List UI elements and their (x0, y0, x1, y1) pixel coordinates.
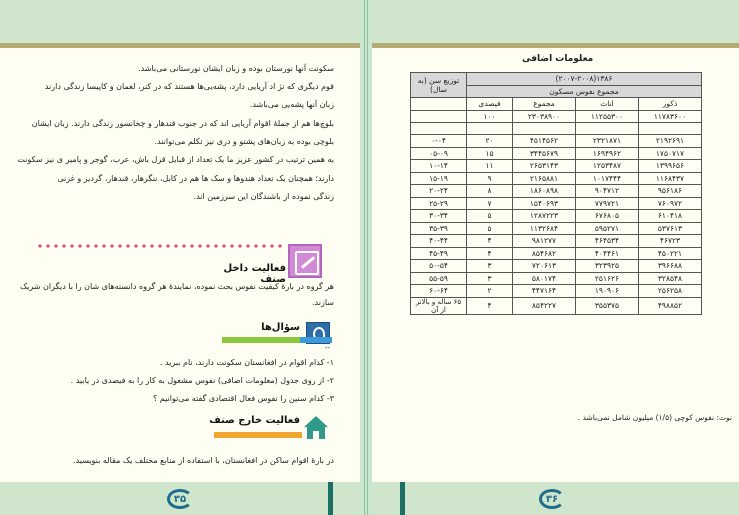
percent-cell: ۳ (467, 260, 513, 273)
total-cell: ۳۴۴۵۶۷۹ (513, 147, 576, 160)
percent-cell: ۸ (467, 185, 513, 198)
total-cell: ۱۵۴۰۶۹۳ (513, 197, 576, 210)
male-cell: ۱۱۷۸۳۶۰۰ (639, 110, 702, 123)
heading-underline-accent (300, 337, 332, 343)
female-cell: ۱۶۹۴۹۶۲ (576, 147, 639, 160)
col-header-female: اناث (576, 98, 639, 111)
outside-activity-title: فعالیت خارج صنف (209, 415, 300, 426)
total-cell: ۴۵۱۴۵۶۲ (513, 135, 576, 148)
percent-cell: ۴ (467, 297, 513, 314)
age-cell: ۲۰-۲۴ (411, 185, 467, 198)
questions-title: سؤال‌ها (261, 322, 300, 333)
female-cell: ۳۵۵۳۷۵ (576, 297, 639, 314)
female-cell: ۱۱۲۵۵۳۰۰ (576, 110, 639, 123)
page-number-text: ۳۶ (545, 493, 559, 505)
paragraph-line: بلوچ‌ها هم از جملهٔ اقوام آریایی اند که در جنوب قندهار و چخانسور زندگی دارند. زبان ایشان (31, 119, 334, 128)
total-cell: ۸۵۴۲۲۷ (513, 297, 576, 314)
paragraph-line: سکونت آنها نورستان بوده و زبان ایشان نورستانی می‌باشد. (138, 64, 334, 73)
age-cell: ۰۵-۰۹ (411, 147, 467, 160)
table-row (411, 123, 702, 135)
age-cell: ۴۰-۴۴ (411, 235, 467, 248)
male-cell: ۲۱۹۲۶۹۱ (639, 135, 702, 148)
male-cell: ۱۱۶۸۴۳۷ (639, 172, 702, 185)
house-icon (304, 416, 328, 440)
pencil-paper-icon (288, 244, 322, 278)
male-cell: ۵۳۷۶۱۳ (639, 222, 702, 235)
period-cell: ۱۳۸۶(۲۰۰۷-۲۰۰۸) (467, 73, 702, 86)
age-cell: ۳۰-۳۴ (411, 210, 467, 223)
question-item: ۲- از روی جدول (معلومات اضافی) نفوس مشغول به کار را به فیصدی در یابید . (70, 376, 334, 385)
percent-cell: ۱۵ (467, 147, 513, 160)
total-cell: ۱۸۶۰۸۹۸ (513, 185, 576, 198)
percent-cell: ۷ (467, 197, 513, 210)
left-page (0, 0, 360, 515)
percent-cell: ۵ (467, 222, 513, 235)
percent-cell: ۱۱ (467, 160, 513, 173)
total-cell: ۱۲۸۷۲۲۳ (513, 210, 576, 223)
age-cell: ۶۵ ساله و بالاتر از آن (411, 297, 467, 314)
male-cell: ۱۳۹۹۶۵۶ (639, 160, 702, 173)
heading-underline (222, 337, 300, 343)
total-cell: ۹۸۱۲۷۷ (513, 235, 576, 248)
age-cell (411, 123, 467, 135)
male-cell: ۲۵۶۲۵۸ (639, 285, 702, 298)
male-cell (639, 123, 702, 135)
table-row (411, 222, 702, 235)
top-band (0, 0, 360, 48)
top-band (372, 0, 739, 48)
col-header-percent: فیصدی (467, 98, 513, 111)
table-row (411, 210, 702, 223)
table-row (411, 272, 702, 285)
female-cell: ۴۶۴۵۳۴ (576, 235, 639, 248)
female-cell: ۱۰۱۷۴۴۴ (576, 172, 639, 185)
male-cell: ۶۱۰۴۱۸ (639, 210, 702, 223)
total-cell: ۸۵۴۶۸۲ (513, 247, 576, 260)
female-cell (576, 123, 639, 135)
total-cell: ۴۴۷۱۶۴ (513, 285, 576, 298)
male-cell: ۱۷۵۰۷۱۷ (639, 147, 702, 160)
outside-activity-text: در بارهٔ اقوام ساکن در افغانستان، با استفاده از منابع مختلف یک مقاله بنویسید. (73, 456, 334, 465)
female-cell: ۱۲۵۳۴۸۷ (576, 160, 639, 173)
female-cell: ۹۰۴۷۱۲ (576, 185, 639, 198)
age-cell: ۶۰-۶۴ (411, 285, 467, 298)
dotted-divider (36, 243, 286, 249)
age-header: توزیع سن (به سال) (411, 73, 467, 98)
male-cell: ۴۵۰۲۲۱ (639, 247, 702, 260)
female-cell: ۲۵۱۶۲۶ (576, 272, 639, 285)
percent-cell: ۲۰ (467, 135, 513, 148)
total-cell: ۲۱۶۵۸۸۱ (513, 172, 576, 185)
age-cell: ۱۰-۱۴ (411, 160, 467, 173)
paragraph-line: قوم دیگری که نژ اد آریایی دارد، پشه‌یی‌ها هستند که در کنر، لغمان و کاپیسا زندگی دارند (44, 82, 334, 91)
table-row (411, 160, 702, 173)
percent-cell: ۴ (467, 235, 513, 248)
male-cell: ۳۹۶۶۸۸ (639, 260, 702, 273)
population-table (410, 72, 702, 315)
age-cell: ۴۵-۴۹ (411, 247, 467, 260)
female-cell: ۱۹۰۹۰۶ (576, 285, 639, 298)
question-item: ۳- کدام سنین را نفوس فعال اقتصادی گفته می‌توانیم ؟ (152, 394, 334, 403)
right-page (372, 0, 739, 515)
footnote: نوت: نفوس کوچی (۱/۵) میلیون شامل نمی‌باشد . (577, 413, 732, 422)
percent-cell: ۳ (467, 272, 513, 285)
activity-text-line: سازند. (312, 298, 334, 307)
percent-cell: ۱۰۰ (467, 110, 513, 123)
female-cell: ۷۷۹۷۲۱ (576, 197, 639, 210)
column-header-row (411, 98, 702, 111)
age-cell: ۳۵-۳۹ (411, 222, 467, 235)
table-body (411, 110, 702, 314)
col-header-male: ذکور (639, 98, 702, 111)
paragraph-line: بلوچی بوده به زبان‌های پشتو و دری نیز تکلم می‌توانند. (154, 137, 334, 146)
female-cell: ۶۷۶۸۰۵ (576, 210, 639, 223)
age-cell: ۲۵-۲۹ (411, 197, 467, 210)
female-cell: ۲۳۲۱۸۷۱ (576, 135, 639, 148)
col-header-total: مجموع (513, 98, 576, 111)
male-cell: ۴۶۷۲۳ (639, 235, 702, 248)
male-cell: ۹۵۶۱۸۶ (639, 185, 702, 198)
page-number-text: ۳۵ (173, 493, 187, 505)
total-cell: ۲۳۰۳۸۹۰۰ (513, 110, 576, 123)
table-row (411, 135, 702, 148)
book-gutter (360, 0, 372, 515)
total-cell: ۱۱۳۲۶۸۴ (513, 222, 576, 235)
table-row (411, 247, 702, 260)
total-label-cell: مجموع نفوس مسکون (467, 85, 702, 98)
age-cell: ۰-۰۴ (411, 135, 467, 148)
male-cell: ۴۹۸۸۵۲ (639, 297, 702, 314)
male-cell: ۷۶۰۹۷۲ (639, 197, 702, 210)
percent-cell (467, 123, 513, 135)
total-cell: ۷۲۰۶۱۳ (513, 260, 576, 273)
paragraph-line: دارند؛ همچنان یک تعداد هندوها و سک ها هم در کابل، ننگرهار، قندهار، گردیز و غزنی (57, 174, 334, 183)
table-row (411, 260, 702, 273)
table-row (411, 172, 702, 185)
page-number (532, 487, 572, 511)
questions-dash: -- (324, 344, 330, 352)
percent-cell: ۴ (467, 247, 513, 260)
total-cell: ۵۸۰۱۷۴ (513, 272, 576, 285)
male-cell: ۳۲۸۵۴۸ (639, 272, 702, 285)
table-row (411, 110, 702, 123)
table-row (411, 235, 702, 248)
age-cell: ۱۵-۱۹ (411, 172, 467, 185)
total-cell: ۲۶۵۳۱۴۳ (513, 160, 576, 173)
table-row (411, 285, 702, 298)
percent-cell: ۹ (467, 172, 513, 185)
bottom-accent-bar (328, 482, 333, 515)
total-cell (513, 123, 576, 135)
question-item: ۱- کدام اقوام در افغانستان سکونت دارند، نام ببرید . (159, 358, 334, 367)
paragraph-line: زندگی نموده از باشندگان این سرزمین اند. (193, 192, 334, 201)
percent-cell: ۲ (467, 285, 513, 298)
activity-title: فعالیت داخل صنف (223, 263, 286, 285)
activity-text-line: هر گروه در بارهٔ کیفیت نفوس بحث نموده، نمایندهٔ هر گروه دانسته‌های شان را با دیگران شریک (19, 282, 334, 291)
age-cell: ۵۵-۵۹ (411, 272, 467, 285)
table-row (411, 147, 702, 160)
age-cell (411, 98, 467, 111)
section-title: معلومات اضافی (522, 54, 594, 64)
female-cell: ۴۰۴۴۶۱ (576, 247, 639, 260)
female-cell: ۵۹۵۲۷۱ (576, 222, 639, 235)
page-number (160, 487, 200, 511)
age-cell: ۵۰-۵۴ (411, 260, 467, 273)
paragraph-line: زبان آنها پشه‌یی می‌باشد. (249, 100, 334, 109)
paragraph-line: به همین ترتیب در کشور عزیز ما یک تعداد از قبایل قزل باش، عرب، گوجر و پامیر ی نیز سکونت (17, 155, 334, 164)
heading-underline (214, 432, 302, 438)
table-row (411, 197, 702, 210)
bottom-accent-bar (400, 482, 405, 515)
percent-cell: ۵ (467, 210, 513, 223)
table-row (411, 297, 702, 314)
age-cell (411, 110, 467, 123)
table-row (411, 185, 702, 198)
female-cell: ۳۲۳۹۲۵ (576, 260, 639, 273)
